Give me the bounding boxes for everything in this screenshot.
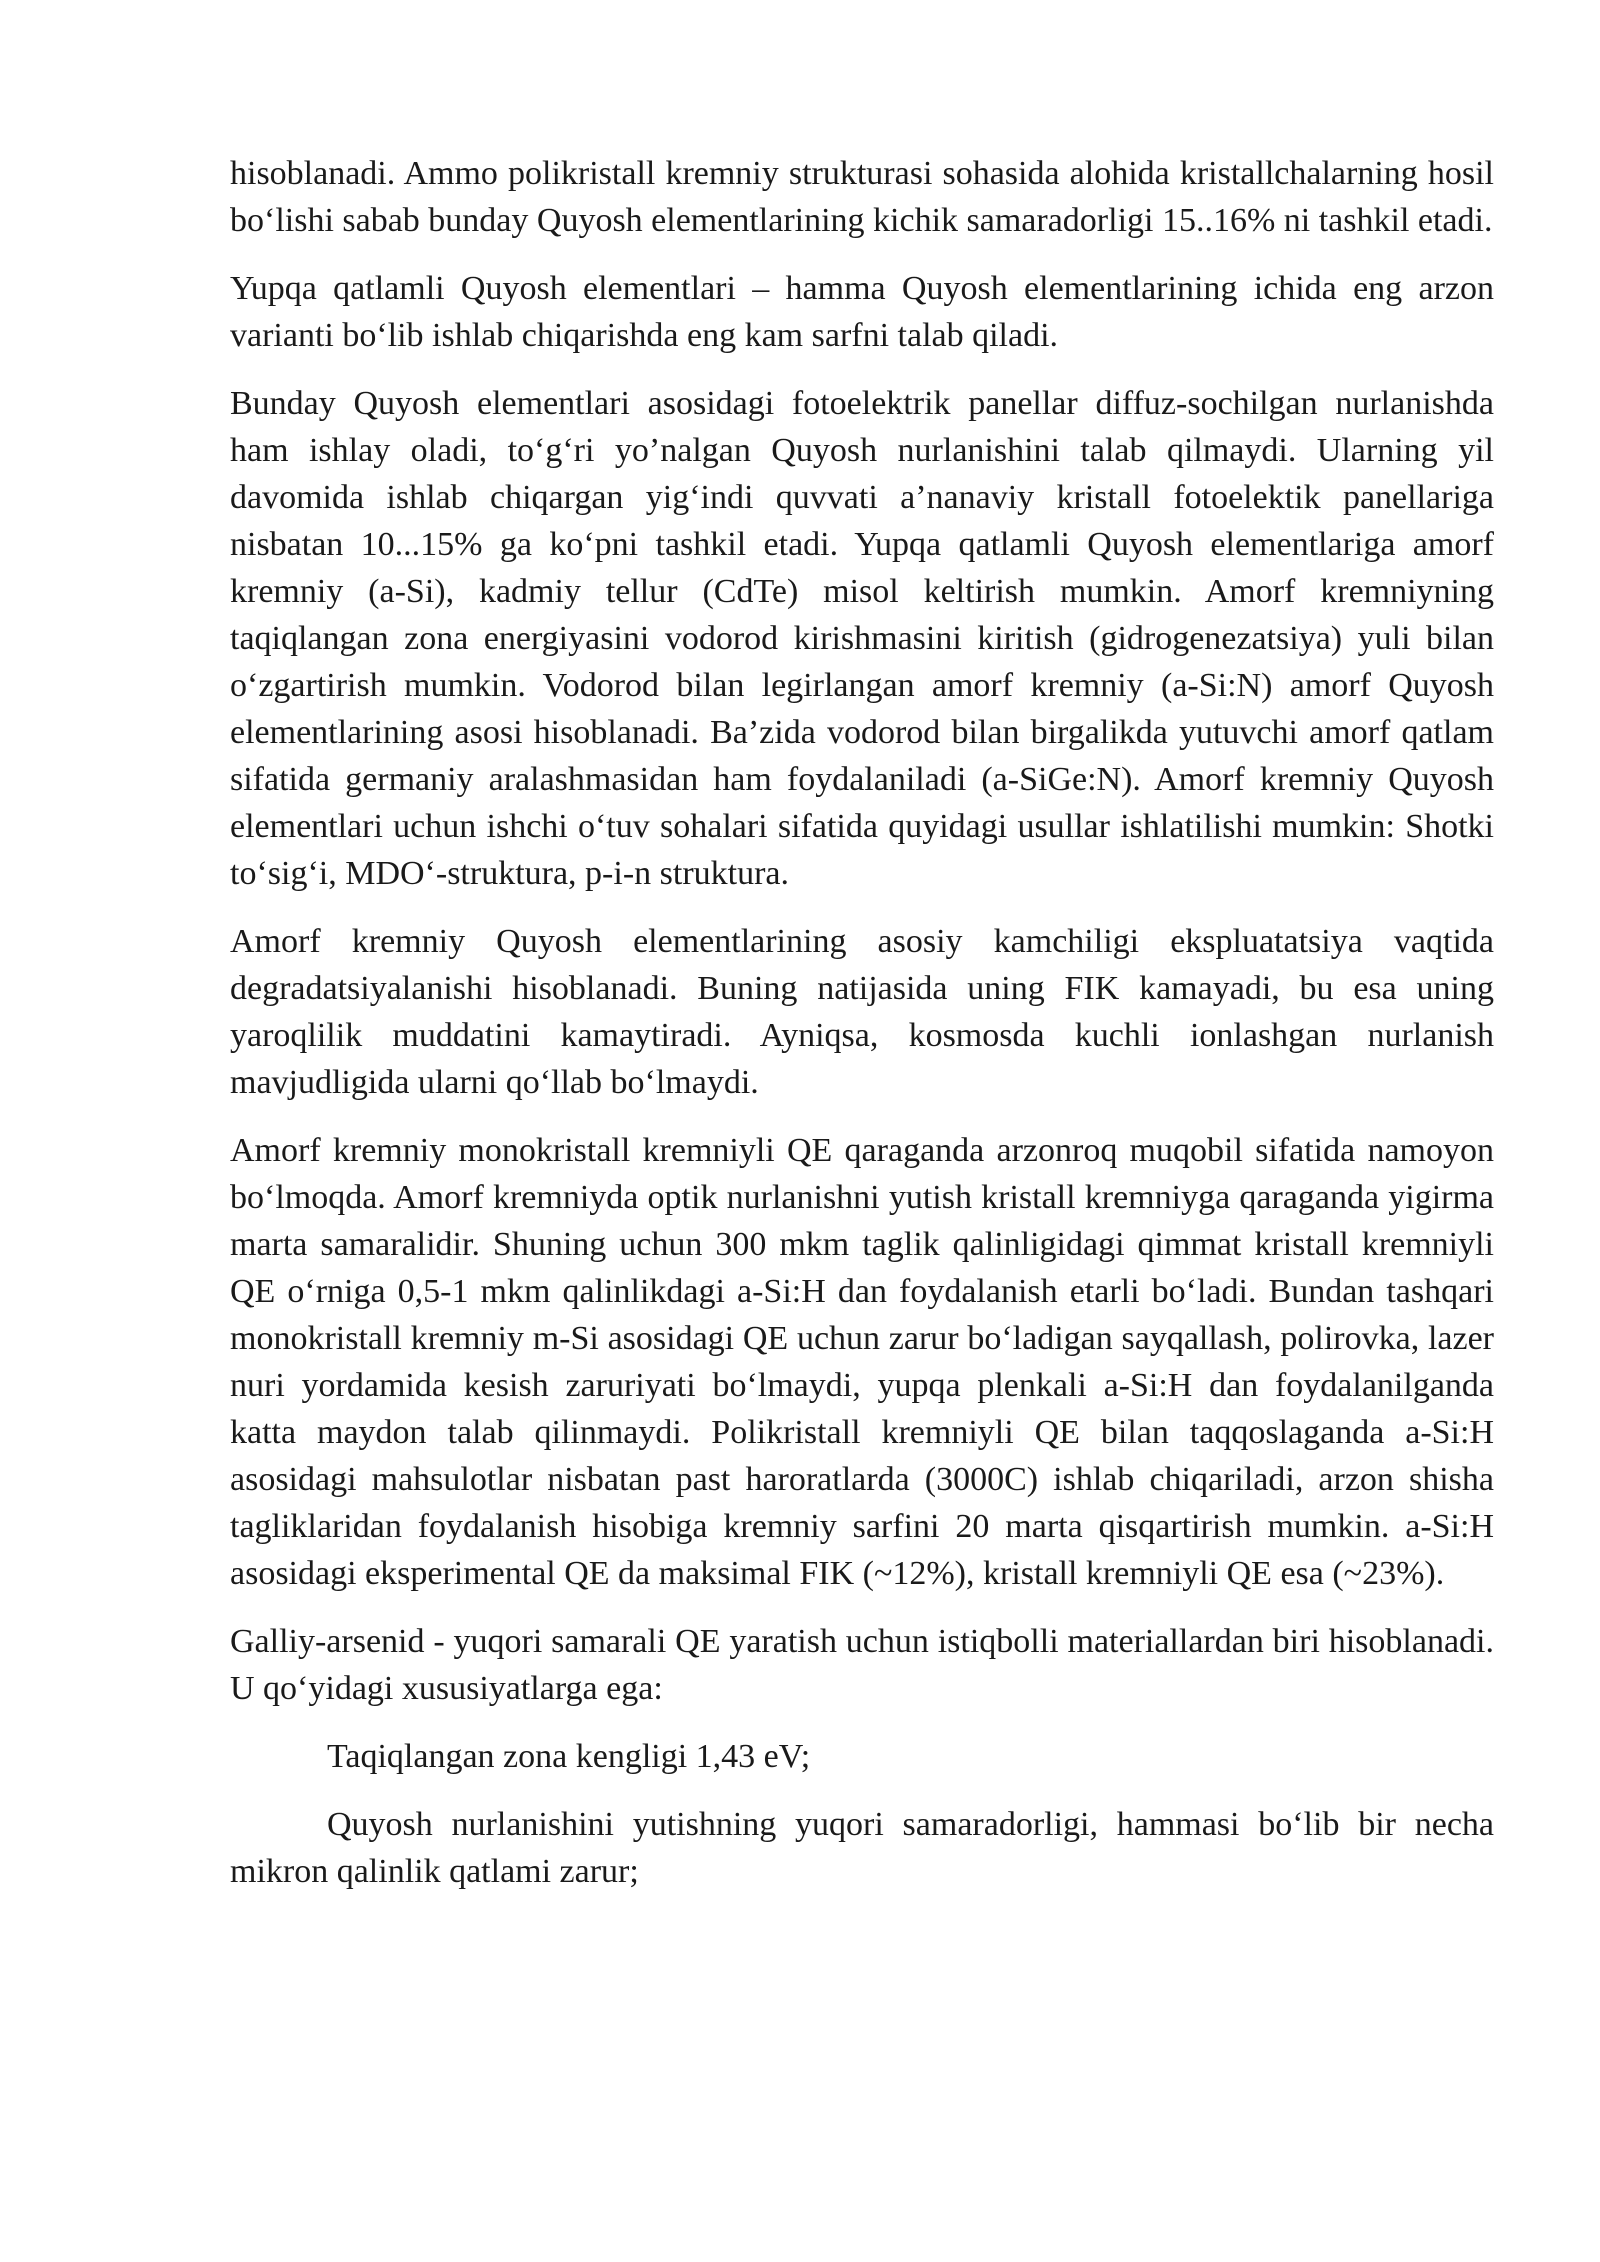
- paragraph-amorphous-degradation: Amorf kremniy Quyosh elementlarining asosiy kamchiligi ekspluatatsiya vaqtida degradatsiyalanishi hisoblanadi. Buning natijasida uning FIK kamayadi, bu esa uning yaroqlilik muddatini kamaytiradi. Ayniqsa, kosmosda kuchli ionlashgan nurlanish mavjudligida ularni qo‘llab bo‘lmaydi.: [230, 923, 1494, 1101]
- paragraph-amorphous-advantages: Amorf kremniy monokristall kremniyli QE qaraganda arzonroq muqobil sifatida namoyon bo‘lmoqda. Amorf kremniyda optik nurlanishni yutish kristall kremniyga qaraganda yigirma marta samaralidir. Shuning uchun 300 mkm taglik qalinligidagi qimmat kristall kremniyli QE o‘rniga 0,5-1 mkm qalinlikdagi a-Si:H dan foydalanish etarli bo‘ladi. Bundan tashqari monokristall kremniy m-Si asosidagi QE uchun zarur bo‘ladigan sayqallash, polirovka, lazer nuri yordamida kesish zaruriyati bo‘lmaydi, yupqa plenkali a-Si:H dan foydalanilganda katta maydon talab qilinmaydi. Polikristall kremniyli QE bilan taqqoslaganda a-Si:H asosidagi mahsulotlar nisbatan past haroratlarda (3000C) ishlab chiqariladi, arzon shisha tagliklaridan foydalanish hisobiga kremniy sarfini 20 marta qisqartirish mumkin. a-Si:H asosidagi eksperimental QE da maksimal FIK (~12%), kristall kremniyli QE esa (~23%).: [230, 1132, 1494, 1592]
- document-body: [230, 150, 1494, 1916]
- paragraph-polycrystalline-efficiency: hisoblanadi. Ammo polikristall kremniy strukturasi sohasida alohida kristallchalarning hosil bo‘lishi sabab bunday Quyosh elementlarining kichik samaradorligi 15..16% ni tashkil etadi.: [230, 155, 1494, 239]
- list-item-absorption: Quyosh nurlanishini yutishning yuqori samaradorligi, hammasi bo‘lib bir necha mikron qalinlik qatlami zarur;: [230, 1806, 1494, 1890]
- paragraph-gallium-arsenide: Galliy-arsenid - yuqori samarali QE yaratish uchun istiqbolli materiallardan biri hisoblanadi. U qo‘yidagi xususiyatlarga ega:: [230, 1623, 1494, 1707]
- paragraph-thin-film-panels: Bunday Quyosh elementlari asosidagi fotoelektrik panellar diffuz-sochilgan nurlanishda ham ishlay oladi, to‘g‘ri yo’nalgan Quyosh nurlanishini talab qilmaydi. Ularning yil davomida ishlab chiqargan yig‘indi quvvati a’nanaviy kristall fotoelektik panellariga nisbatan 10...15% ga ko‘pni tashkil etadi. Yupqa qatlamli Quyosh elementlariga amorf kremniy (a-Si), kadmiy tellur (CdTe) misol keltirish mumkin. Amorf kremniyning taqiqlangan zona energiyasini vodorod kirishmasini kiritish (gidrogenezatsiya) yuli bilan o‘zgartirish mumkin. Vodorod bilan legirlangan amorf kremniy (a-Si:N) amorf Quyosh elementlarining asosi hisoblanadi. Ba’zida vodorod bilan birgalikda yutuvchi amorf qatlam sifatida germaniy aralashmasidan ham foydalaniladi (a-SiGe:N). Amorf kremniy Quyosh elementlari uchun ishchi o‘tuv sohalari sifatida quyidagi usullar ishlatilishi mumkin: Shotki to‘sig‘i, MDO‘-struktura, p-i-n struktura.: [230, 385, 1494, 892]
- paragraph-thin-film-intro: Yupqa qatlamli Quyosh elementlari – hamma Quyosh elementlarining ichida eng arzon varianti bo‘lib ishlab chiqarishda eng kam sarfni talab qiladi.: [230, 270, 1494, 354]
- list-item-bandgap: Taqiqlangan zona kengligi 1,43 eV;: [327, 1738, 811, 1775]
